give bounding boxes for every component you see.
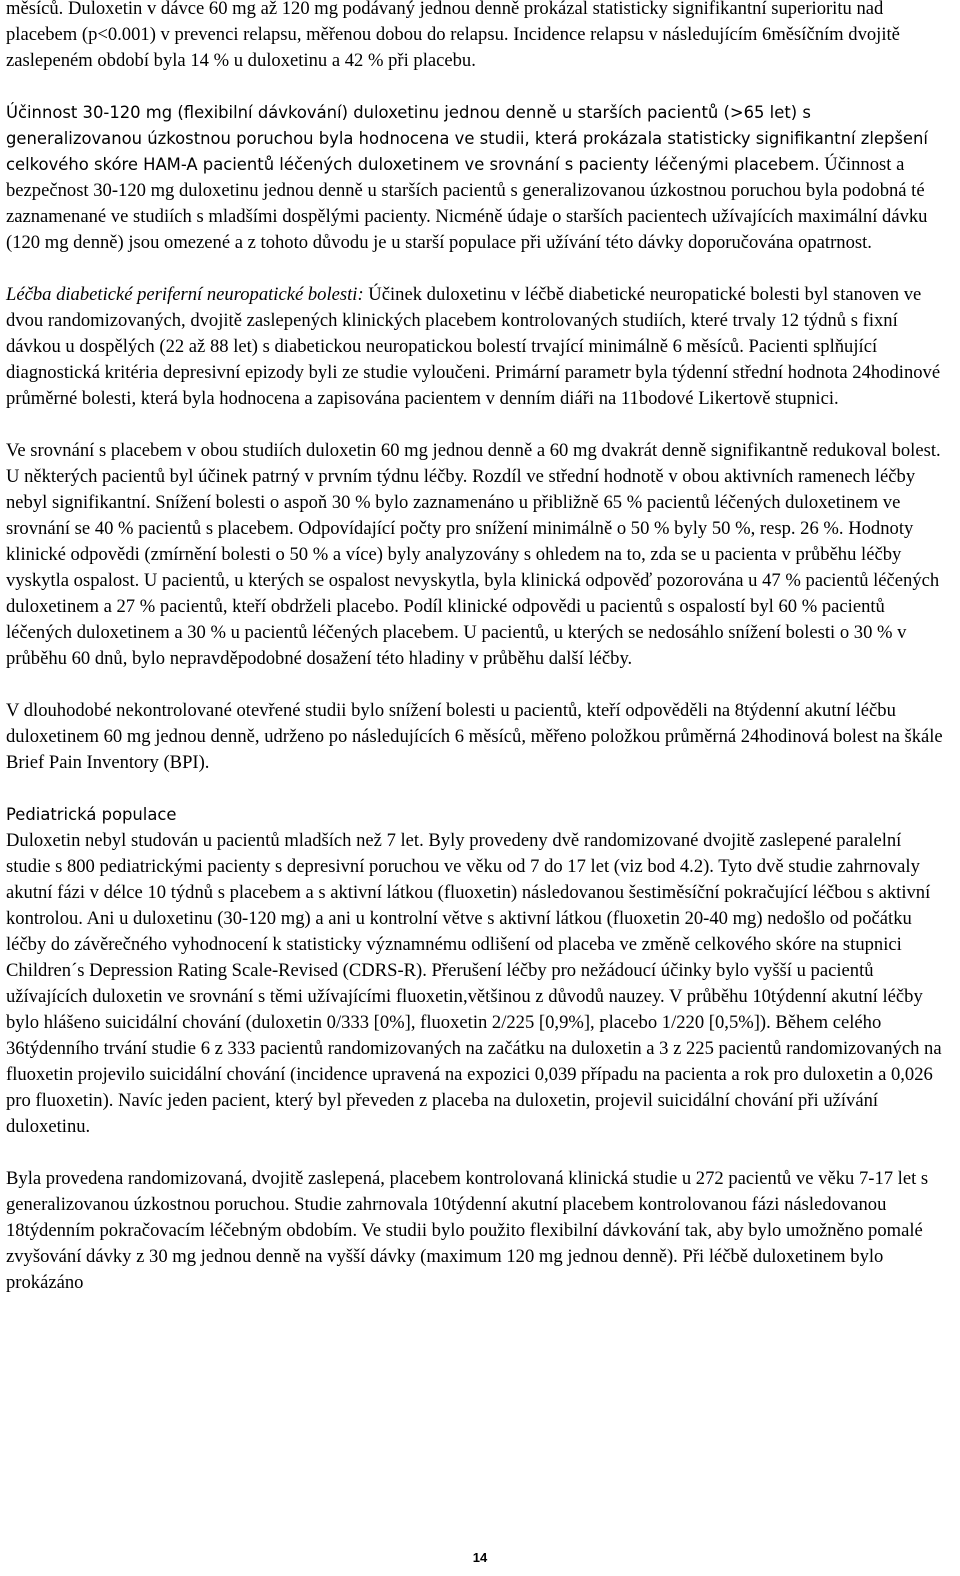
paragraph-diabetic-pain	[6, 282, 950, 412]
paragraph-gap	[6, 672, 950, 698]
paragraph-text: měsíců. Duloxetin v dávce 60 mg až 120 mg podávaný jednou denně prokázal statisticky signifikantní superioritu nad placebem (p<0.001) v prevenci relapsu, měřenou dobou do relapsu. Incidence relapsu v následujícím 6měsíčním dvojitě zaslepeném období byla 14 % u duloxetinu a 42 % při placebu.	[6, 0, 900, 71]
paragraph-text: Účinnost a bezpečnost 30-120 mg duloxetinu jednou denně u starších pacientů s generalizovanou úzkostnou poruchou byla podobná té zaznamenané ve studiích s mladšími dospělými pacienty.	[6, 154, 925, 227]
paragraph-text-sans: Účinnost 30-120 mg (flexibilní dávkování) duloxetinu jednou denně u starších pacientů (>65 let) s generalizovanou úzkostnou poruchou byla hodnocena ve studii, která prokázala statisticky signifikantní zlepšení celkového skóre HAM-A pacientů léčených duloxetinem ve srovnání s pacienty léčenými placebem.	[6, 103, 928, 174]
paragraph-elderly-gad	[6, 100, 950, 256]
paragraph-text: Duloxetin nebyl studován u pacientů mladších než 7 let. Byly provedeny dvě randomizované dvojitě zaslepené paralelní studie s 800 pediatrickými pacienty s depresivní poruchou ve věku od 7 do 17 let (viz bod 4.2). Tyto dvě studie zahrnovaly akutní fázi v délce 10 týdnů s placebem a s aktivní látkou (fluoxetin) následovanou šestiměsíční pokračující léčbou s aktivní kontrolou. Ani u duloxetinu (30-120 mg) a ani u kontrolní větve s aktivní látkou (fluoxetin 20-40 mg) nedošlo od počátku léčby do závěrečného vyhodnocení k statisticky významnému odlišení od placeba ve změně celkového skóre na stupnici Children´s Depression Rating Scale-Revised (CDRS-R). Přerušení léčby pro nežádoucí účinky bylo vyšší u pacientů užívajících duloxetin ve srovnání s těmi užívajícími fluoxetin,většinou z důvodů nauzey. V průběhu 10týdenní akutní léčby bylo hlášeno suicidální chování (duloxetin 0/333 [0%], fluoxetin 2/225 [0,9%], placebo 1/220 [0,5%]). Během celého 36týdenního trvání studie 6 z 333 pacientů randomizovaných na začátku na duloxetin a 3 z 225 pacientů randomizovaných na fluoxetin projevilo suicidální chování (incidence upravená na expozici 0,039 případu na pacienta a rok pro duloxetin a 0,026 pro fluoxetin). Navíc jeden pacient, který byl převeden z placeba na duloxetin, projevil suicidální chování při užívání duloxetinu.	[6, 830, 942, 1137]
paragraph-text: Nicméně údaje o starších pacientech užívajících maximální dávku (120 mg denně) jsou omezené a z tohoto důvodu je u starší populace při užívání této dávky doporučována opatrnost.	[6, 206, 928, 253]
paragraph-pediatric-depression	[6, 828, 950, 1140]
document-page	[6, 0, 950, 1296]
paragraph-gap	[6, 74, 950, 100]
paragraph-gap	[6, 776, 950, 802]
paragraph-text: Byla provedena randomizovaná, dvojitě zaslepená, placebem kontrolovaná klinická studie u 272 pacientů ve věku 7-17 let s generalizovanou úzkostnou poruchou. Studie zahrnovala 10týdenní akutní placebem kontrolovanou fázi následovanou 18týdenním pokračovacím léčebným obdobím. Ve studii bylo použito flexibilní dávkování tak, aby bylo umožněno pomalé zvyšování dávky z 30 mg jednou denně na vyšší dávky (maximum 120 mg jednou denně). Při léčbě duloxetinem bylo prokázáno	[6, 1168, 929, 1293]
paragraph-text: V dlouhodobé nekontrolované otevřené studii bylo snížení bolesti u pacientů, kteří odpověděli na 8týdenní akutní léčbu duloxetinem 60 mg jednou denně, udrženo po následujících 6 měsíců, měřeno položkou průměrná 24hodinová bolest na škále Brief Pain Inventory (BPI).	[6, 700, 943, 773]
paragraph-gap	[6, 1140, 950, 1166]
section-heading-pediatric: Pediatrická populace	[6, 805, 177, 824]
section-label: Léčba diabetické periferní neuropatické bolesti:	[6, 284, 364, 305]
paragraph-gap	[6, 412, 950, 438]
paragraph-text: Účinek duloxetinu v léčbě diabetické neuropatické bolesti byl stanoven ve dvou randomizovaných, dvojitě zaslepených klinických placebem kontrolovaných studiích, které trvaly 12 týdnů s fixní dávkou u dospělých (22 až 88 let) s diabetickou neuropatickou bolestí trvající minimálně 6 měsíců. Pacienti splňující diagnostická kritéria depresivní epizody byli ze studie vyloučeni. Primární parametr byla týdenní střední hodnota 24hodinové průměrné bolesti, která byla hodnocena a zapisována pacientem v denním diáři na 11bodové Likertově stupnici.	[6, 284, 941, 409]
paragraph-pediatric-gad	[6, 1166, 950, 1296]
paragraph-relapse-prevention	[6, 0, 950, 74]
page-number: 14	[472, 1550, 488, 1565]
paragraph-long-term-study	[6, 698, 950, 776]
paragraph-placebo-comparison	[6, 438, 950, 672]
paragraph-text: Ve srovnání s placebem v obou studiích duloxetin 60 mg jednou denně a 60 mg dvakrát denně signifikantně redukoval bolest. U některých pacientů byl účinek patrný v prvním týdnu léčby. Rozdíl ve střední hodnotě v obou aktivních ramenech léčby nebyl signifikantní. Snížení bolesti o aspoň 30 % bylo zaznamenáno u přibližně 65 % pacientů léčených duloxetinem ve srovnání se 40 % pacientů s placebem. Odpovídající počty pro snížení minimálně o 50 % byly 50 %, resp. 26 %. Hodnoty klinické odpovědi (zmírnění bolesti o 50 % a více) byly analyzovány s ohledem na to, zda se u pacienta v průběhu léčby vyskytla ospalost. U pacientů, u kterých se ospalost nevyskytla, byla klinická odpověď pozorována u 47 % pacientů léčených duloxetinem a 27 % pacientů, kteří obdrželi placebo. Podíl klinické odpovědi u pacientů s ospalostí byl 60 % pacientů léčených duloxetinem a 30 % u pacientů léčených placebem. U pacientů, u kterých se nedosáhlo snížení bolesti o 30 % v průběhu 60 dnů, bylo nepravděpodobné dosažení této hladiny v průběhu další léčby.	[6, 440, 941, 669]
paragraph-gap	[6, 256, 950, 282]
